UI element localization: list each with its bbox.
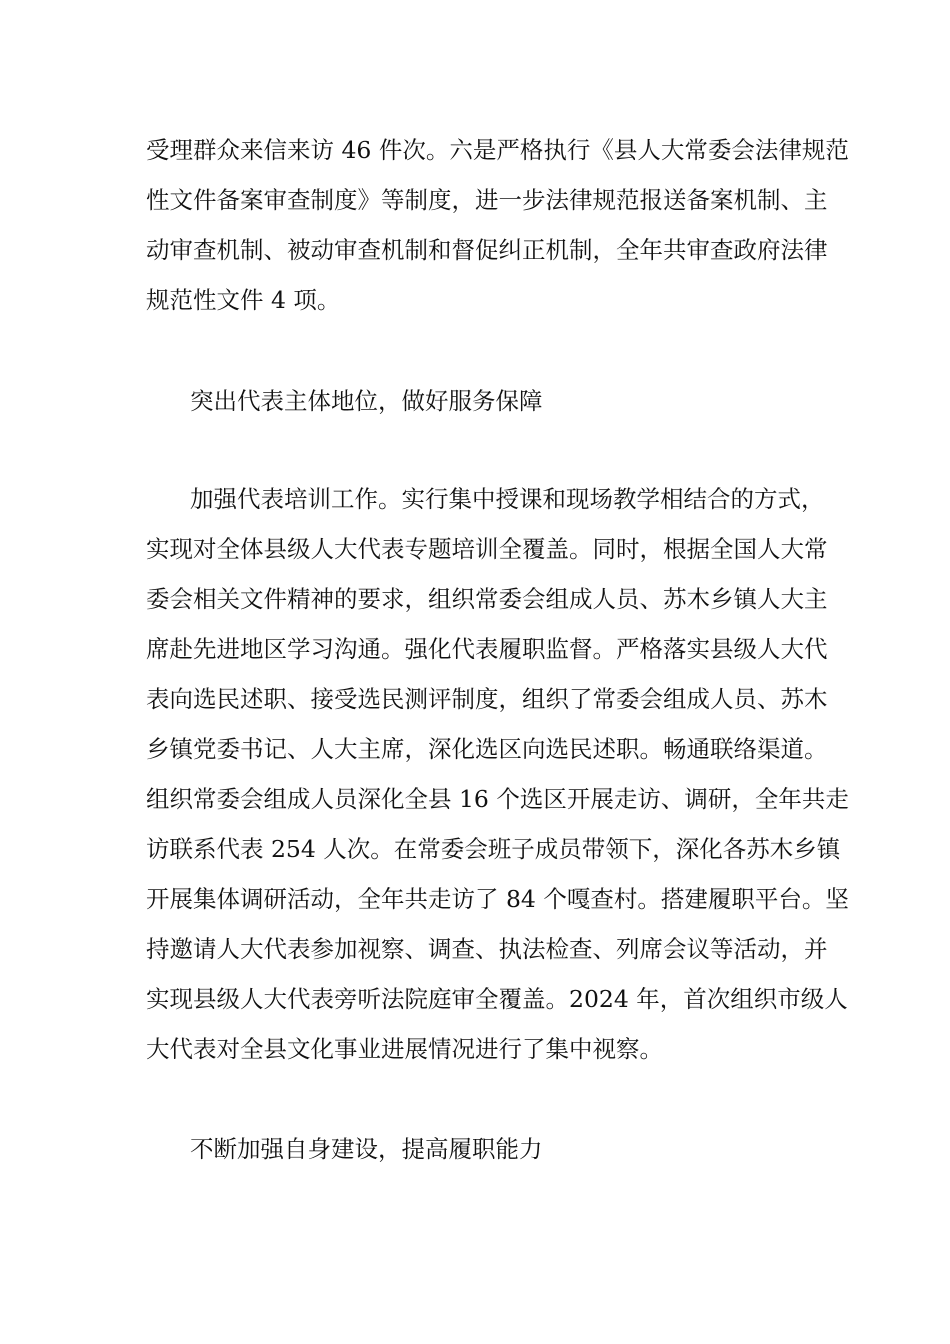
section-heading: 不断加强自身建设，提高履职能力 (190, 1135, 543, 1163)
paragraph-line: 乡镇党委书记、人大主席，深化选区向选民述职。畅通联络渠道。 (146, 735, 828, 763)
paragraph-line: 受理群众来信来访 46 件次。六是严格执行《县人大常委会法律规范 (146, 136, 849, 164)
paragraph-line: 性文件备案审查制度》等制度，进一步法律规范报送备案机制、主 (146, 186, 828, 214)
paragraph-line: 表向选民述职、接受选民测评制度，组织了常委会组成人员、苏木 (146, 685, 828, 713)
paragraph-line: 实现对全体县级人大代表专题培训全覆盖。同时，根据全国人大常 (146, 535, 828, 563)
paragraph-line: 组织常委会组成人员深化全县 16 个选区开展走访、调研，全年共走 (146, 785, 849, 813)
section-heading: 突出代表主体地位，做好服务保障 (190, 387, 543, 415)
paragraph-line: 规范性文件 4 项。 (146, 286, 341, 314)
paragraph-line: 委会相关文件精神的要求，组织常委会组成人员、苏木乡镇人大主 (146, 585, 828, 613)
paragraph-line: 大代表对全县文化事业进展情况进行了集中视察。 (146, 1035, 663, 1063)
paragraph-line: 动审查机制、被动审查机制和督促纠正机制，全年共审查政府法律 (146, 236, 828, 264)
paragraph-line: 席赴先进地区学习沟通。强化代表履职监督。严格落实县级人大代 (146, 635, 828, 663)
paragraph-line: 访联系代表 254 人次。在常委会班子成员带领下，深化各苏木乡镇 (146, 835, 841, 863)
paragraph-line: 持邀请人大代表参加视察、调查、执法检查、列席会议等活动，并 (146, 935, 828, 963)
paragraph-line: 实现县级人大代表旁听法院庭审全覆盖。2024 年，首次组织市级人 (146, 985, 848, 1013)
paragraph-line: 加强代表培训工作。实行集中授课和现场教学相结合的方式， (190, 485, 825, 513)
paragraph-line: 开展集体调研活动，全年共走访了 84 个嘎查村。搭建履职平台。坚 (146, 885, 849, 913)
